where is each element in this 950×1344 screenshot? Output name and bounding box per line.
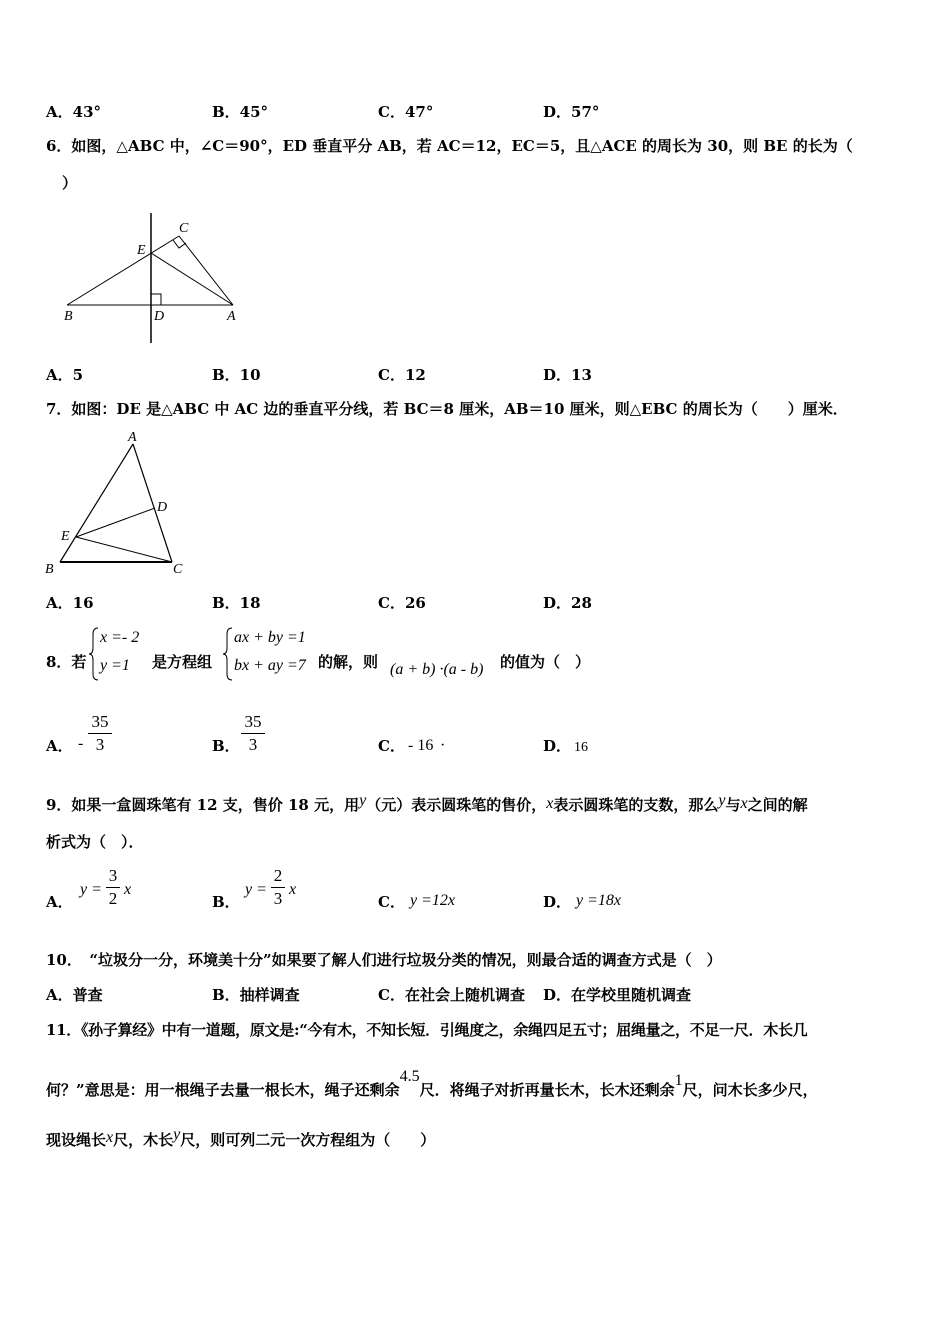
q11-stem-part6: 尺，则可列二元一次方程组为（ ） bbox=[180, 1131, 436, 1149]
q9-option-b-numerator: 2 bbox=[273, 866, 283, 885]
q6-label-c: C bbox=[179, 221, 189, 236]
q8-option-a-numerator: 35 bbox=[91, 712, 109, 731]
q11-stem-line1: 11．《孙子算经》中有一道题，原文是:“今有木，不知长短．引绳度之，余绳四足五寸；屈绳量之，不足一尺．木长几 bbox=[46, 1021, 808, 1039]
q6-stem-line1: 6．如图，△ABC 中，∠C＝90°，ED 垂直平分 AB，若 AC＝12，EC＝5，且△ACE 的周长为 30，则 BE 的长为（ bbox=[46, 137, 853, 155]
q9-option-d-expr: y =18x bbox=[576, 892, 621, 909]
q9-var-y2: y bbox=[718, 792, 726, 809]
q8-option-a-label: A． bbox=[46, 737, 73, 755]
q10-option-c: C．在社会上随机调查 bbox=[378, 986, 525, 1004]
q11-stem-line2 bbox=[46, 1068, 818, 1101]
q9-option-a-lhs: y = bbox=[80, 881, 102, 898]
q9-stem-line2: 析式为（ ）． bbox=[46, 833, 144, 851]
q11-stem-part4: 现设绳长 bbox=[46, 1131, 107, 1149]
q7-segment-ed bbox=[76, 508, 155, 537]
q11-stem-line3 bbox=[46, 1126, 436, 1151]
q5-option-d: D．57° bbox=[543, 103, 600, 121]
q9-var-x1: x bbox=[546, 795, 554, 812]
q7-segment-ec bbox=[76, 537, 172, 562]
q9-option-d-label: D． bbox=[543, 893, 572, 911]
q11-var-y: y bbox=[173, 1126, 181, 1143]
q9-option-a-numerator: 3 bbox=[108, 866, 118, 885]
q7-label-c: C bbox=[173, 562, 183, 577]
q6-option-d: D．13 bbox=[543, 366, 592, 384]
q7-label-d: D bbox=[157, 500, 168, 515]
q6-label-a: A bbox=[227, 309, 236, 324]
q11-var-x: x bbox=[106, 1129, 114, 1146]
q8-option-c-label: C． bbox=[378, 737, 405, 755]
q6-option-a: A．5 bbox=[46, 366, 84, 384]
q8-option-b-denominator: 3 bbox=[248, 735, 258, 754]
q10-option-a: A．普查 bbox=[46, 986, 103, 1004]
q6-label-e: E bbox=[137, 243, 146, 258]
q6-right-angle-c bbox=[173, 240, 186, 248]
q9-option-b-fraction bbox=[271, 866, 285, 909]
q6-figure bbox=[55, 208, 255, 348]
q7-label-a: A bbox=[128, 430, 137, 445]
q8-system2-row2: bx + ay =7 bbox=[234, 657, 306, 674]
q8-system1-row2: y =1 bbox=[100, 657, 130, 674]
q7-stem: 7．如图：DE 是△ABC 中 AC 边的垂直平分线，若 BC＝8 厘米，AB＝10 厘米，则△EBC 的周长为（ ）厘米． bbox=[46, 400, 848, 418]
q9-var-x2: x bbox=[740, 795, 748, 812]
q9-option-a-denominator: 2 bbox=[108, 889, 118, 908]
q6-stem-line2: ） bbox=[62, 174, 78, 192]
q8-suffix2: 的值为（ ） bbox=[500, 653, 591, 671]
q9-stem-part3: 表示圆珠笔的支数，那么 bbox=[553, 796, 719, 814]
q6-label-b: B bbox=[64, 309, 73, 324]
q8-option-a-denominator: 3 bbox=[95, 735, 105, 754]
q6-label-d: D bbox=[154, 309, 165, 324]
q8-expression: (a + b) ·(a - b) bbox=[390, 661, 484, 678]
q7-option-d: D．28 bbox=[543, 594, 592, 612]
q10-option-b: B．抽样调查 bbox=[212, 986, 300, 1004]
q11-stem-part1: 何？”意思是：用一根绳子去量一根长木，绳子还剩余 bbox=[46, 1081, 400, 1099]
q7-option-b: B．18 bbox=[212, 594, 261, 612]
q9-option-b-denominator: 3 bbox=[273, 889, 283, 908]
q7-option-c: C．26 bbox=[378, 594, 426, 612]
q9-stem-part1: 9．如果一盒圆珠笔有 12 支，售价 18 元，用 bbox=[46, 796, 360, 814]
q9-option-b-lhs: y = bbox=[245, 881, 267, 898]
q8-mid-text: 是方程组 bbox=[152, 653, 213, 671]
q7-segment-ab bbox=[60, 444, 133, 562]
q8-option-b-fraction bbox=[241, 712, 265, 755]
q8-prefix: 8．若 bbox=[46, 653, 87, 671]
q9-option-a-label: A． bbox=[46, 893, 73, 911]
q11-stem-part3: 尺，问木长多少尺， bbox=[682, 1081, 818, 1099]
q7-label-b: B bbox=[45, 562, 54, 577]
q11-value-4-5: 4.5 bbox=[399, 1068, 420, 1085]
q9-var-y1: y bbox=[359, 792, 367, 809]
q9-option-c-expr: y =12x bbox=[410, 892, 455, 909]
q9-option-c-label: C． bbox=[378, 893, 405, 911]
q8-suffix1: 的解，则 bbox=[318, 653, 379, 671]
q9-option-b-var: x bbox=[289, 881, 297, 898]
q6-segment-ea bbox=[151, 253, 233, 305]
q6-segment-ca bbox=[179, 236, 233, 305]
q6-segment-bc bbox=[67, 236, 179, 305]
q8-option-a-sign: - bbox=[78, 735, 84, 752]
q7-label-e: E bbox=[61, 529, 70, 544]
q8-brace-1 bbox=[88, 626, 100, 682]
q5-option-c: C．47° bbox=[378, 103, 434, 121]
q8-brace-2 bbox=[222, 626, 234, 682]
q11-value-1: 1 bbox=[674, 1072, 683, 1089]
q6-option-b: B．10 bbox=[212, 366, 261, 384]
q8-system2-row1: ax + by =1 bbox=[234, 629, 306, 646]
q9-option-a-fraction bbox=[106, 866, 120, 909]
q8-option-a-fraction bbox=[88, 712, 112, 755]
q9-stem-line1 bbox=[46, 792, 808, 816]
q9-stem-part2: （元）表示圆珠笔的售价， bbox=[366, 796, 547, 814]
q5-option-b: B．45° bbox=[212, 103, 269, 121]
q6-right-angle-d bbox=[151, 294, 161, 305]
q8-option-d-label: D． bbox=[543, 737, 572, 755]
q7-figure bbox=[40, 428, 200, 578]
q8-option-c-dot: · bbox=[440, 737, 446, 754]
q8-option-d-value: 16 bbox=[574, 740, 588, 755]
q8-option-c-value: - 16 bbox=[408, 737, 434, 754]
q9-option-a-var: x bbox=[124, 881, 132, 898]
q10-option-d: D．在学校里随机调查 bbox=[543, 986, 692, 1004]
q9-option-b-label: B． bbox=[212, 893, 240, 911]
q6-option-c: C．12 bbox=[378, 366, 426, 384]
q9-stem-part4: 与 bbox=[725, 796, 741, 814]
q10-stem: 10． “垃圾分一分，环境美十分”如果要了解人们进行垃圾分类的情况，则最合适的调查方式是（ ） bbox=[46, 951, 722, 969]
q5-option-a: A．43° bbox=[46, 103, 102, 121]
q11-stem-part2: 尺．将绳子对折再量长木，长木还剩余 bbox=[419, 1081, 675, 1099]
q7-option-a: A．16 bbox=[46, 594, 94, 612]
q11-stem-part5: 尺，木长 bbox=[113, 1131, 174, 1149]
q9-stem-part5: 之间的解 bbox=[747, 796, 808, 814]
q8-option-b-label: B． bbox=[212, 737, 240, 755]
q8-option-b-numerator: 35 bbox=[244, 712, 262, 731]
q8-system1-row1: x =- 2 bbox=[100, 629, 140, 646]
